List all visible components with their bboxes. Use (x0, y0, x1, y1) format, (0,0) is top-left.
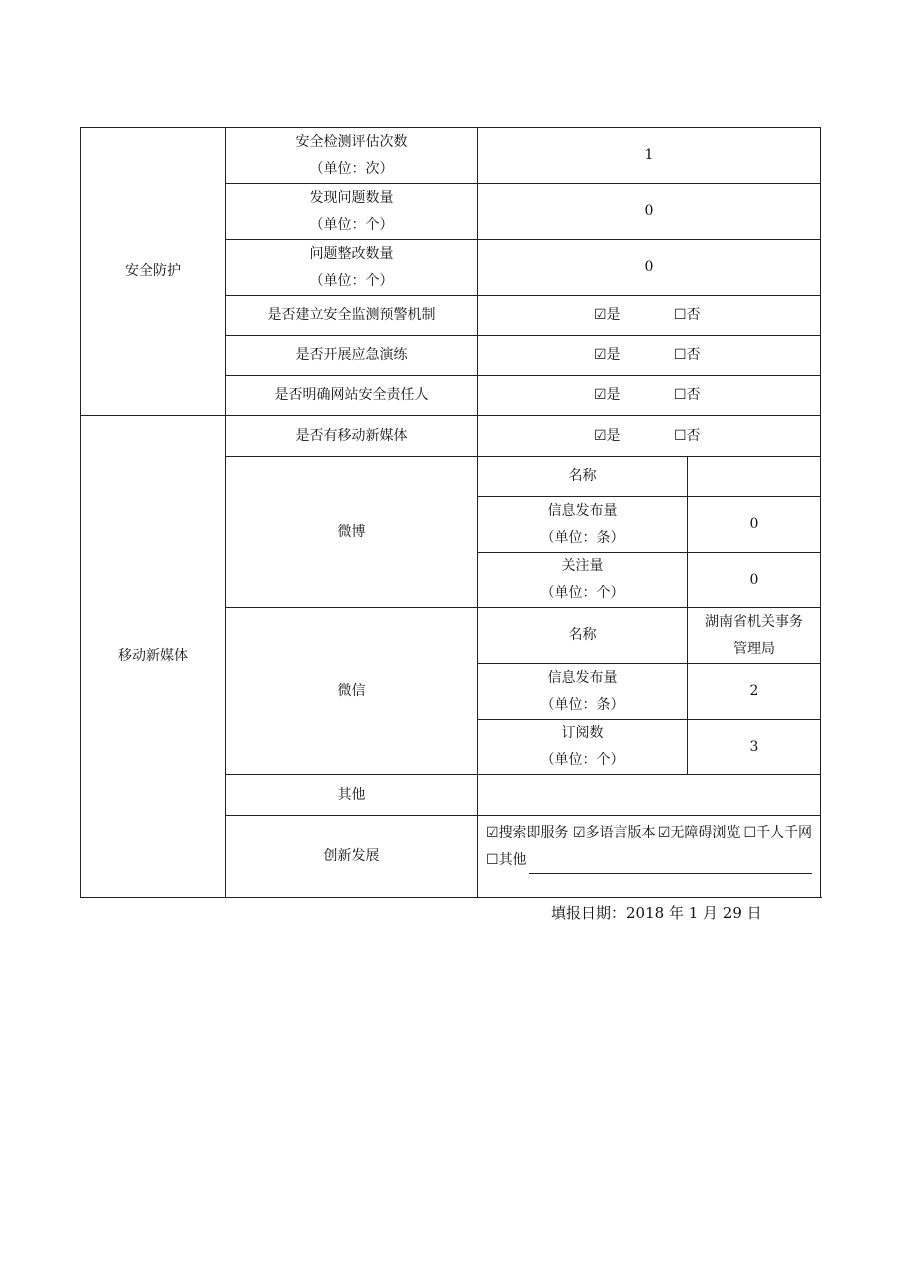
table-row (81, 128, 821, 184)
sub-label (478, 497, 688, 553)
report-table (80, 127, 821, 898)
wechat-name-value (688, 608, 821, 664)
label-line: 关注量 (561, 558, 604, 574)
weibo-followers-value: 0 (688, 553, 821, 608)
checkbox-yes[interactable]: ☑是 (594, 387, 621, 403)
sub-label (478, 664, 688, 720)
option-label: 千人千网 (756, 825, 813, 841)
name-line: 湖南省机关事务 (705, 613, 803, 630)
sub-label: 名称 (478, 457, 688, 497)
value-cell: 1 (478, 128, 821, 184)
innovation-option[interactable] (743, 820, 812, 847)
yes-no-cell (478, 336, 821, 376)
checkbox-yes[interactable]: ☑是 (594, 307, 621, 323)
innovation-options (478, 816, 821, 898)
other-fill-line[interactable] (529, 853, 812, 874)
checkbox-checked-icon: ☑ (572, 825, 586, 841)
innovation-option[interactable] (486, 820, 573, 847)
sub-label (478, 553, 688, 608)
label-line: 订阅数 (561, 725, 604, 741)
row-label: 是否明确网站安全责任人 (226, 376, 478, 416)
other-option-label: 其他 (498, 852, 527, 868)
label-line: 信息发布量 (547, 502, 618, 519)
name-line: 管理局 (733, 640, 775, 657)
weibo-label: 微博 (226, 457, 478, 608)
label-unit: （单位：个） (540, 752, 625, 768)
label-line: 问题整改数量 (309, 245, 394, 262)
weibo-posts-value: 0 (688, 497, 821, 553)
checkbox-no[interactable]: ☐否 (674, 387, 701, 403)
option-label: 搜索即服务 (498, 825, 569, 841)
table-row (81, 416, 821, 457)
label-line: 发现问题数量 (309, 189, 394, 206)
row-label: 是否建立安全监测预警机制 (226, 296, 478, 336)
other-value (478, 775, 821, 816)
yes-no-cell (478, 416, 821, 457)
sub-label (478, 720, 688, 775)
option-label: 多语言版本 (585, 825, 656, 841)
label-line: 信息发布量 (547, 669, 618, 686)
label-unit: （单位：条） (540, 529, 625, 546)
label-unit: （单位：个） (540, 585, 625, 601)
innovation-option[interactable] (573, 820, 658, 847)
row-label: 是否有移动新媒体 (226, 416, 478, 457)
section-label-security: 安全防护 (81, 128, 226, 416)
yes-no-cell (478, 376, 821, 416)
label-unit: （单位：个） (309, 272, 394, 289)
label-unit: （单位：次） (309, 160, 394, 177)
fill-date: 填报日期：2018 年 1 月 29 日 (551, 904, 762, 922)
weibo-name-value (688, 457, 821, 497)
label-unit: （单位：条） (540, 696, 625, 713)
other-label: 其他 (226, 775, 478, 816)
section-label-mobile: 移动新媒体 (81, 416, 226, 898)
checkbox-no[interactable]: ☐否 (674, 347, 701, 363)
checkbox-empty-icon[interactable]: ☐ (486, 852, 499, 868)
row-label (226, 128, 478, 184)
label-line: 安全检测评估次数 (295, 133, 408, 150)
option-label: 无障碍浏览 (670, 825, 741, 841)
checkbox-checked-icon: ☑ (486, 825, 499, 841)
section-label-innovation: 创新发展 (226, 816, 478, 898)
checkbox-empty-icon: ☐ (743, 825, 757, 841)
row-label: 是否开展应急演练 (226, 336, 478, 376)
checkbox-no[interactable]: ☐否 (674, 307, 701, 323)
row-label (226, 240, 478, 296)
value-cell: 0 (478, 184, 821, 240)
innovation-option[interactable] (658, 820, 744, 847)
innovation-option-line (486, 820, 812, 847)
row-label (226, 184, 478, 240)
yes-no-cell (478, 296, 821, 336)
checkbox-checked-icon: ☑ (657, 825, 671, 841)
checkbox-yes[interactable]: ☑是 (594, 427, 621, 444)
innovation-other-line (486, 847, 812, 874)
wechat-posts-value: 2 (688, 664, 821, 720)
sub-label: 名称 (478, 608, 688, 664)
wechat-subs-value: 3 (688, 720, 821, 775)
label-unit: （单位：个） (309, 216, 394, 233)
checkbox-no[interactable]: ☐否 (674, 427, 701, 444)
checkbox-yes[interactable]: ☑是 (594, 347, 621, 363)
value-cell: 0 (478, 240, 821, 296)
wechat-label: 微信 (226, 608, 478, 775)
